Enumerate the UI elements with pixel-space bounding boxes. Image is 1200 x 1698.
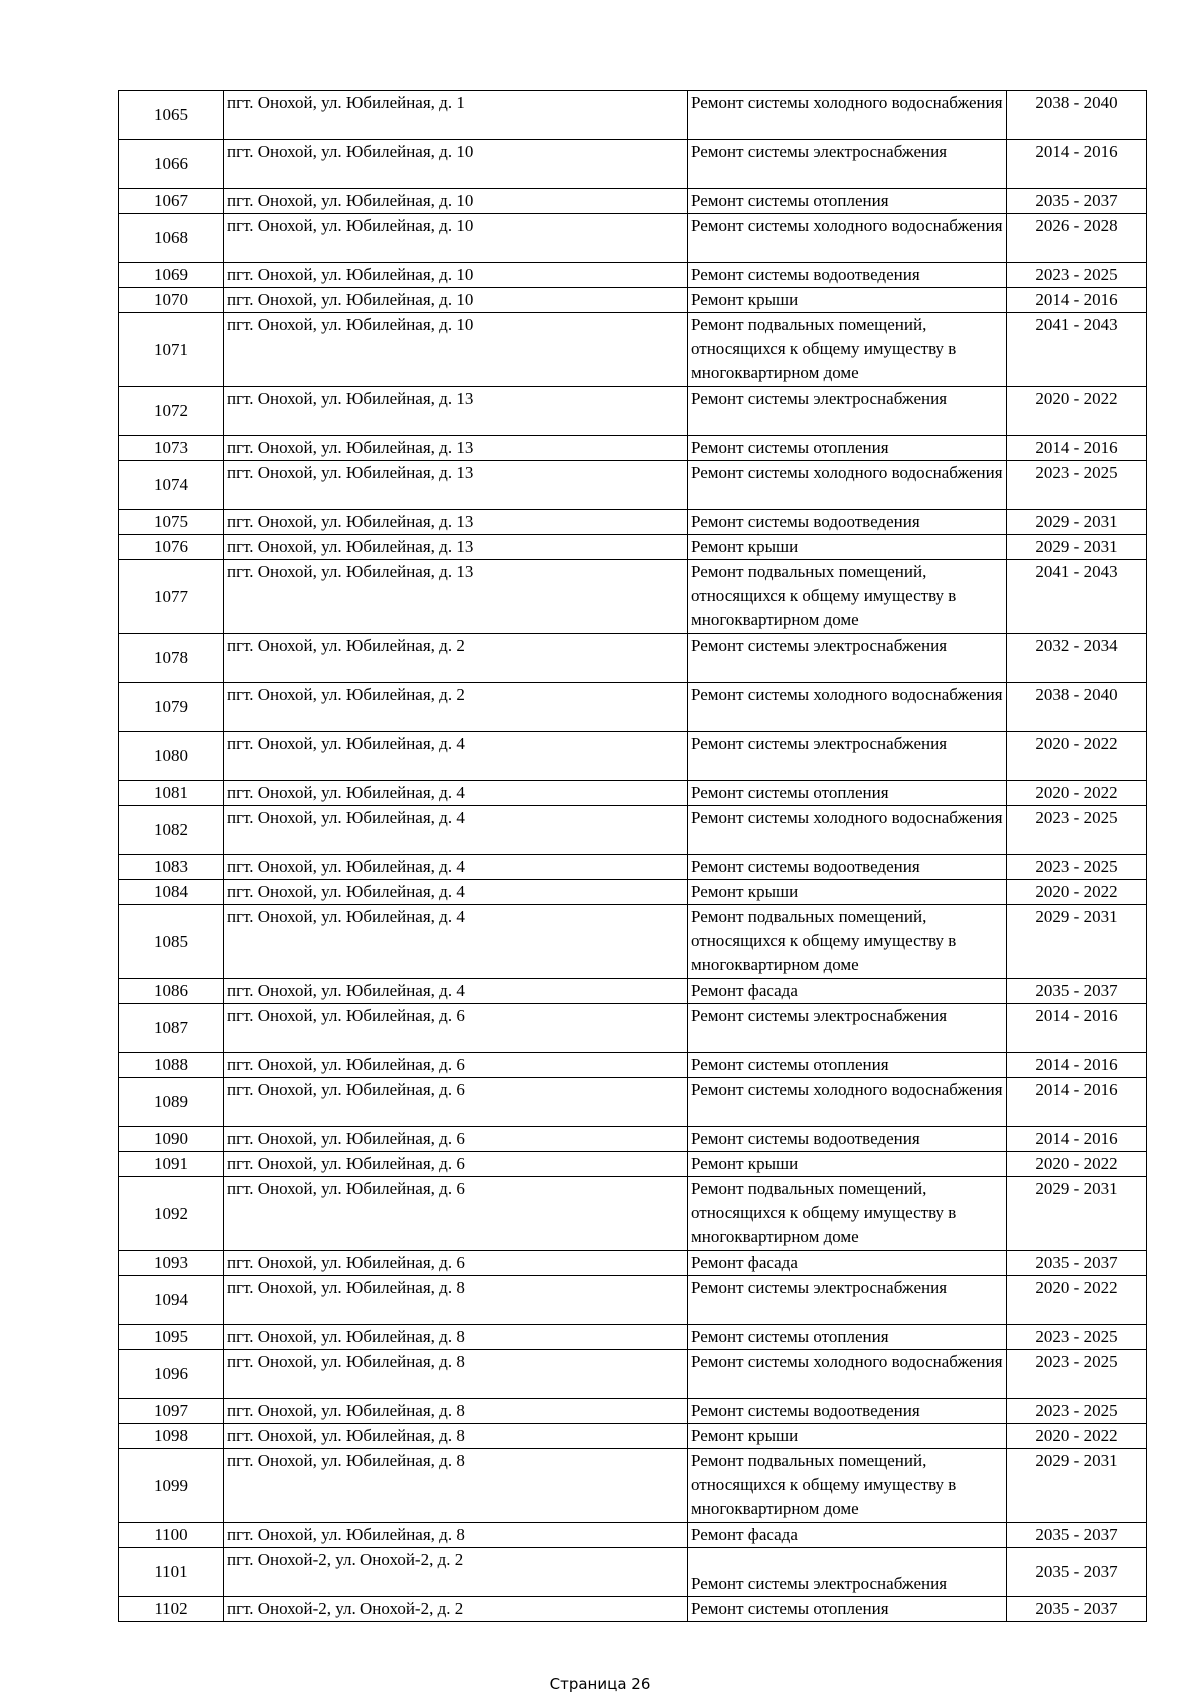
row-number: 1095	[119, 1325, 224, 1350]
row-address: пгт. Онохой, ул. Юбилейная, д. 4	[224, 781, 688, 806]
row-period: 2029 - 2031	[1007, 510, 1147, 535]
row-number: 1092	[119, 1177, 224, 1251]
row-period: 2014 - 2016	[1007, 288, 1147, 313]
row-work-type: Ремонт фасада	[688, 1251, 1007, 1276]
row-period: 2014 - 2016	[1007, 1004, 1147, 1053]
row-period: 2020 - 2022	[1007, 781, 1147, 806]
row-number: 1101	[119, 1548, 224, 1597]
table-row	[119, 979, 1147, 1004]
table-row	[119, 1325, 1147, 1350]
row-number: 1072	[119, 387, 224, 436]
row-period: 2035 - 2037	[1007, 1251, 1147, 1276]
row-work-type: Ремонт системы водоотведения	[688, 1127, 1007, 1152]
row-period: 2035 - 2037	[1007, 1597, 1147, 1622]
row-work-type: Ремонт системы отопления	[688, 189, 1007, 214]
row-number: 1074	[119, 461, 224, 510]
row-period: 2038 - 2040	[1007, 683, 1147, 732]
table-row	[119, 1127, 1147, 1152]
table-row	[119, 1350, 1147, 1399]
table-row	[119, 1152, 1147, 1177]
row-number: 1069	[119, 263, 224, 288]
row-number: 1094	[119, 1276, 224, 1325]
table-row	[119, 461, 1147, 510]
row-address: пгт. Онохой, ул. Юбилейная, д. 10	[224, 189, 688, 214]
page-number: Страница 26	[549, 1675, 651, 1693]
row-period: 2023 - 2025	[1007, 1350, 1147, 1399]
row-number: 1070	[119, 288, 224, 313]
row-period: 2023 - 2025	[1007, 1325, 1147, 1350]
row-period: 2023 - 2025	[1007, 263, 1147, 288]
works-schedule-table	[118, 90, 1147, 1622]
row-work-type: Ремонт подвальных помещений, относящихся к общему имуществу в многоквартирном доме	[688, 1449, 1007, 1523]
row-number: 1096	[119, 1350, 224, 1399]
row-number: 1090	[119, 1127, 224, 1152]
row-address: пгт. Онохой, ул. Юбилейная, д. 13	[224, 510, 688, 535]
row-address: пгт. Онохой, ул. Юбилейная, д. 4	[224, 905, 688, 979]
table-row	[119, 1597, 1147, 1622]
table-row	[119, 436, 1147, 461]
row-work-type: Ремонт системы отопления	[688, 436, 1007, 461]
row-address: пгт. Онохой, ул. Юбилейная, д. 6	[224, 1078, 688, 1127]
row-work-type: Ремонт системы отопления	[688, 1053, 1007, 1078]
row-number: 1068	[119, 214, 224, 263]
row-work-type: Ремонт системы электроснабжения	[688, 387, 1007, 436]
table-row	[119, 189, 1147, 214]
row-work-type: Ремонт системы электроснабжения	[688, 634, 1007, 683]
row-work-type: Ремонт системы отопления	[688, 1325, 1007, 1350]
row-period: 2020 - 2022	[1007, 732, 1147, 781]
row-work-type: Ремонт системы холодного водоснабжения	[688, 1350, 1007, 1399]
table-row	[119, 683, 1147, 732]
row-work-type: Ремонт системы водоотведения	[688, 263, 1007, 288]
table-row	[119, 634, 1147, 683]
row-address: пгт. Онохой-2, ул. Онохой-2, д. 2	[224, 1548, 688, 1597]
row-work-type: Ремонт подвальных помещений, относящихся к общему имуществу в многоквартирном доме	[688, 560, 1007, 634]
row-period: 2029 - 2031	[1007, 905, 1147, 979]
table-row	[119, 288, 1147, 313]
table-row	[119, 905, 1147, 979]
row-work-type: Ремонт системы водоотведения	[688, 510, 1007, 535]
row-address: пгт. Онохой, ул. Юбилейная, д. 6	[224, 1177, 688, 1251]
table-row	[119, 1251, 1147, 1276]
row-number: 1071	[119, 313, 224, 387]
table-row	[119, 560, 1147, 634]
row-address: пгт. Онохой, ул. Юбилейная, д. 8	[224, 1276, 688, 1325]
table-row	[119, 1177, 1147, 1251]
row-address: пгт. Онохой, ул. Юбилейная, д. 2	[224, 634, 688, 683]
row-period: 2041 - 2043	[1007, 313, 1147, 387]
row-address: пгт. Онохой, ул. Юбилейная, д. 10	[224, 140, 688, 189]
row-work-type: Ремонт фасада	[688, 979, 1007, 1004]
table-row	[119, 781, 1147, 806]
row-number: 1099	[119, 1449, 224, 1523]
table-row	[119, 313, 1147, 387]
row-number: 1079	[119, 683, 224, 732]
row-period: 2023 - 2025	[1007, 806, 1147, 855]
row-work-type: Ремонт системы электроснабжения	[688, 140, 1007, 189]
row-work-type: Ремонт системы электроснабжения	[688, 1276, 1007, 1325]
row-period: 2029 - 2031	[1007, 1177, 1147, 1251]
table-row	[119, 1053, 1147, 1078]
row-period: 2026 - 2028	[1007, 214, 1147, 263]
row-period: 2023 - 2025	[1007, 461, 1147, 510]
row-period: 2014 - 2016	[1007, 1078, 1147, 1127]
row-address: пгт. Онохой, ул. Юбилейная, д. 4	[224, 880, 688, 905]
row-address: пгт. Онохой, ул. Юбилейная, д. 2	[224, 683, 688, 732]
row-number: 1080	[119, 732, 224, 781]
row-period: 2014 - 2016	[1007, 140, 1147, 189]
row-number: 1091	[119, 1152, 224, 1177]
row-number: 1082	[119, 806, 224, 855]
table-row	[119, 535, 1147, 560]
row-work-type: Ремонт системы электроснабжения	[688, 732, 1007, 781]
row-number: 1077	[119, 560, 224, 634]
row-address: пгт. Онохой, ул. Юбилейная, д. 4	[224, 806, 688, 855]
row-number: 1078	[119, 634, 224, 683]
row-address: пгт. Онохой, ул. Юбилейная, д. 4	[224, 732, 688, 781]
row-number: 1100	[119, 1523, 224, 1548]
row-work-type: Ремонт фасада	[688, 1523, 1007, 1548]
table-row	[119, 140, 1147, 189]
row-work-type: Ремонт системы холодного водоснабжения	[688, 214, 1007, 263]
table-row	[119, 1399, 1147, 1424]
row-period: 2014 - 2016	[1007, 1127, 1147, 1152]
row-work-type: Ремонт системы водоотведения	[688, 1399, 1007, 1424]
row-address: пгт. Онохой, ул. Юбилейная, д. 13	[224, 387, 688, 436]
table-row	[119, 1548, 1147, 1597]
table-row	[119, 1449, 1147, 1523]
row-period: 2023 - 2025	[1007, 1399, 1147, 1424]
table-row	[119, 387, 1147, 436]
row-address: пгт. Онохой, ул. Юбилейная, д. 8	[224, 1399, 688, 1424]
row-work-type: Ремонт системы холодного водоснабжения	[688, 683, 1007, 732]
row-address: пгт. Онохой, ул. Юбилейная, д. 6	[224, 1127, 688, 1152]
row-address: пгт. Онохой, ул. Юбилейная, д. 4	[224, 855, 688, 880]
row-period: 2035 - 2037	[1007, 1548, 1147, 1597]
row-number: 1088	[119, 1053, 224, 1078]
row-address: пгт. Онохой, ул. Юбилейная, д. 6	[224, 1053, 688, 1078]
row-address: пгт. Онохой, ул. Юбилейная, д. 4	[224, 979, 688, 1004]
row-work-type: Ремонт подвальных помещений, относящихся к общему имуществу в многоквартирном доме	[688, 1177, 1007, 1251]
table-row	[119, 1276, 1147, 1325]
row-number: 1102	[119, 1597, 224, 1622]
row-number: 1084	[119, 880, 224, 905]
row-number: 1065	[119, 91, 224, 140]
table-row	[119, 263, 1147, 288]
table-row	[119, 1078, 1147, 1127]
row-work-type: Ремонт подвальных помещений, относящихся к общему имуществу в многоквартирном доме	[688, 905, 1007, 979]
row-address: пгт. Онохой, ул. Юбилейная, д. 8	[224, 1424, 688, 1449]
row-number: 1085	[119, 905, 224, 979]
row-period: 2014 - 2016	[1007, 1053, 1147, 1078]
row-address: пгт. Онохой, ул. Юбилейная, д. 10	[224, 263, 688, 288]
row-address: пгт. Онохой, ул. Юбилейная, д. 10	[224, 214, 688, 263]
row-address: пгт. Онохой, ул. Юбилейная, д. 6	[224, 1152, 688, 1177]
row-address: пгт. Онохой, ул. Юбилейная, д. 10	[224, 313, 688, 387]
row-work-type: Ремонт системы электроснабжения	[688, 1004, 1007, 1053]
row-address: пгт. Онохой, ул. Юбилейная, д. 8	[224, 1523, 688, 1548]
row-work-type: Ремонт системы водоотведения	[688, 855, 1007, 880]
row-number: 1097	[119, 1399, 224, 1424]
row-period: 2035 - 2037	[1007, 979, 1147, 1004]
row-period: 2020 - 2022	[1007, 880, 1147, 905]
row-address: пгт. Онохой, ул. Юбилейная, д. 6	[224, 1004, 688, 1053]
row-address: пгт. Онохой-2, ул. Онохой-2, д. 2	[224, 1597, 688, 1622]
row-work-type: Ремонт крыши	[688, 1152, 1007, 1177]
row-period: 2020 - 2022	[1007, 1276, 1147, 1325]
row-work-type: Ремонт системы холодного водоснабжения	[688, 461, 1007, 510]
row-period: 2032 - 2034	[1007, 634, 1147, 683]
table-row	[119, 91, 1147, 140]
row-address: пгт. Онохой, ул. Юбилейная, д. 8	[224, 1449, 688, 1523]
table-row	[119, 1004, 1147, 1053]
row-period: 2023 - 2025	[1007, 855, 1147, 880]
row-address: пгт. Онохой, ул. Юбилейная, д. 1	[224, 91, 688, 140]
row-number: 1073	[119, 436, 224, 461]
row-number: 1067	[119, 189, 224, 214]
row-number: 1075	[119, 510, 224, 535]
row-number: 1087	[119, 1004, 224, 1053]
table-row	[119, 510, 1147, 535]
row-number: 1083	[119, 855, 224, 880]
row-period: 2020 - 2022	[1007, 1152, 1147, 1177]
row-work-type: Ремонт системы отопления	[688, 1597, 1007, 1622]
row-work-type: Ремонт крыши	[688, 288, 1007, 313]
row-work-type: Ремонт системы электроснабжения	[688, 1548, 1007, 1597]
row-work-type: Ремонт крыши	[688, 1424, 1007, 1449]
row-period: 2035 - 2037	[1007, 189, 1147, 214]
row-address: пгт. Онохой, ул. Юбилейная, д. 8	[224, 1325, 688, 1350]
row-work-type: Ремонт системы холодного водоснабжения	[688, 806, 1007, 855]
row-work-type: Ремонт подвальных помещений, относящихся к общему имуществу в многоквартирном доме	[688, 313, 1007, 387]
row-period: 2029 - 2031	[1007, 1449, 1147, 1523]
table-body	[119, 91, 1147, 1622]
row-period: 2038 - 2040	[1007, 91, 1147, 140]
table-row	[119, 732, 1147, 781]
row-address: пгт. Онохой, ул. Юбилейная, д. 13	[224, 560, 688, 634]
row-address: пгт. Онохой, ул. Юбилейная, д. 6	[224, 1251, 688, 1276]
row-period: 2035 - 2037	[1007, 1523, 1147, 1548]
table-row	[119, 1523, 1147, 1548]
row-number: 1086	[119, 979, 224, 1004]
row-address: пгт. Онохой, ул. Юбилейная, д. 10	[224, 288, 688, 313]
row-period: 2020 - 2022	[1007, 1424, 1147, 1449]
table-row	[119, 1424, 1147, 1449]
table-row	[119, 806, 1147, 855]
row-period: 2029 - 2031	[1007, 535, 1147, 560]
table-row	[119, 880, 1147, 905]
row-work-type: Ремонт системы отопления	[688, 781, 1007, 806]
row-address: пгт. Онохой, ул. Юбилейная, д. 13	[224, 436, 688, 461]
table-row	[119, 855, 1147, 880]
row-number: 1098	[119, 1424, 224, 1449]
row-period: 2014 - 2016	[1007, 436, 1147, 461]
row-number: 1081	[119, 781, 224, 806]
row-work-type: Ремонт системы холодного водоснабжения	[688, 91, 1007, 140]
row-number: 1066	[119, 140, 224, 189]
row-period: 2041 - 2043	[1007, 560, 1147, 634]
row-address: пгт. Онохой, ул. Юбилейная, д. 8	[224, 1350, 688, 1399]
row-number: 1076	[119, 535, 224, 560]
table-row	[119, 214, 1147, 263]
row-work-type: Ремонт крыши	[688, 880, 1007, 905]
row-work-type: Ремонт системы холодного водоснабжения	[688, 1078, 1007, 1127]
row-work-type: Ремонт крыши	[688, 535, 1007, 560]
row-number: 1089	[119, 1078, 224, 1127]
row-number: 1093	[119, 1251, 224, 1276]
row-address: пгт. Онохой, ул. Юбилейная, д. 13	[224, 535, 688, 560]
row-period: 2020 - 2022	[1007, 387, 1147, 436]
row-address: пгт. Онохой, ул. Юбилейная, д. 13	[224, 461, 688, 510]
